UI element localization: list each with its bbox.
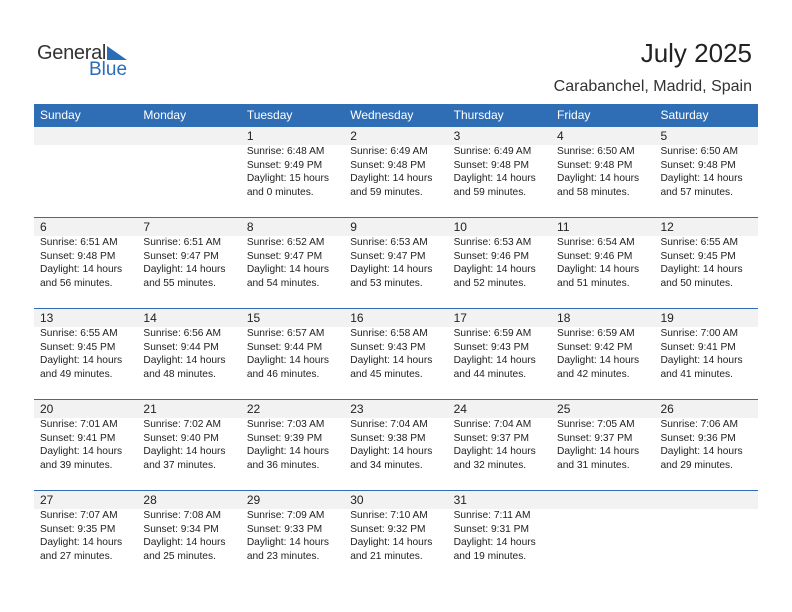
calendar-week xyxy=(34,308,758,399)
sunrise-time: Sunrise: 6:56 AM xyxy=(143,328,221,339)
day-cell xyxy=(137,218,240,308)
daylight-duration: and 59 minutes. xyxy=(350,186,423,198)
sunrise-time: Sunrise: 7:09 AM xyxy=(246,510,325,521)
day-cell xyxy=(448,127,551,217)
day-cell xyxy=(551,218,654,308)
sunset-time: Sunset: 9:34 PM xyxy=(143,523,219,535)
daylight-duration: Daylight: 14 hours xyxy=(40,355,123,367)
daylight-duration: and 23 minutes. xyxy=(246,550,320,562)
daylight-duration: and 32 minutes. xyxy=(453,459,527,471)
daylight-duration: Daylight: 14 hours xyxy=(350,264,433,276)
day-cell xyxy=(34,400,137,490)
day-cell xyxy=(551,400,654,490)
sunrise-time: Sunrise: 6:58 AM xyxy=(350,328,428,339)
daylight-duration: Daylight: 14 hours xyxy=(453,264,536,276)
daylight-duration: Daylight: 14 hours xyxy=(143,446,226,458)
day-cell xyxy=(654,309,757,399)
sunrise-time: Sunrise: 6:55 AM xyxy=(660,237,739,248)
sunrise-time: Sunrise: 6:49 AM xyxy=(453,146,532,157)
sunrise-time: Sunrise: 7:03 AM xyxy=(246,419,325,430)
sunset-time: Sunset: 9:41 PM xyxy=(40,432,116,444)
daylight-duration: Daylight: 14 hours xyxy=(40,446,123,458)
sunset-time: Sunset: 9:40 PM xyxy=(143,432,219,444)
daylight-duration: and 25 minutes. xyxy=(143,550,216,562)
day-number: 13 xyxy=(40,311,54,325)
daylight-duration: Daylight: 14 hours xyxy=(40,264,123,276)
weekday-header-sunday: Sunday xyxy=(40,108,81,122)
daylight-duration: Daylight: 14 hours xyxy=(453,446,536,458)
empty-day-cell xyxy=(654,491,757,581)
daylight-duration: Daylight: 14 hours xyxy=(660,173,743,185)
daylight-duration: and 31 minutes. xyxy=(557,459,630,471)
daylight-duration: and 29 minutes. xyxy=(660,459,733,471)
sunrise-time: Sunrise: 7:02 AM xyxy=(143,419,221,430)
weekday-header-thursday: Thursday xyxy=(453,108,504,122)
sunset-time: Sunset: 9:47 PM xyxy=(246,250,323,262)
sunset-time: Sunset: 9:48 PM xyxy=(557,159,633,171)
page-title: July 2025 xyxy=(640,38,752,68)
sunrise-time: Sunrise: 7:05 AM xyxy=(557,419,635,430)
sunrise-time: Sunrise: 6:50 AM xyxy=(660,146,739,157)
daylight-duration: and 41 minutes. xyxy=(660,368,733,380)
sunset-time: Sunset: 9:37 PM xyxy=(453,432,529,444)
day-number: 17 xyxy=(453,311,467,325)
daylight-duration: Daylight: 14 hours xyxy=(350,537,433,549)
sunrise-time: Sunrise: 6:51 AM xyxy=(40,237,118,248)
sunset-time: Sunset: 9:43 PM xyxy=(350,341,426,353)
daylight-duration: and 46 minutes. xyxy=(246,368,320,380)
logo-text-blue: Blue xyxy=(89,59,128,80)
day-cell xyxy=(34,491,137,581)
daylight-duration: and 56 minutes. xyxy=(40,277,113,289)
sunrise-time: Sunrise: 6:51 AM xyxy=(143,237,221,248)
day-cell xyxy=(137,400,240,490)
day-number: 24 xyxy=(453,402,467,416)
daylight-duration: and 49 minutes. xyxy=(40,368,113,380)
daylight-duration: and 51 minutes. xyxy=(557,277,630,289)
sunset-time: Sunset: 9:46 PM xyxy=(453,250,529,262)
weekday-header-monday: Monday xyxy=(143,108,187,122)
daylight-duration: and 44 minutes. xyxy=(453,368,527,380)
day-cell xyxy=(344,309,447,399)
sunrise-time: Sunrise: 6:50 AM xyxy=(557,146,635,157)
daylight-duration: and 37 minutes. xyxy=(143,459,216,471)
day-cell xyxy=(654,400,757,490)
daylight-duration: and 0 minutes. xyxy=(246,186,314,198)
sunrise-time: Sunrise: 6:52 AM xyxy=(246,237,325,248)
empty-day-cell xyxy=(34,127,137,217)
day-cell xyxy=(241,491,344,581)
sunset-time: Sunset: 9:33 PM xyxy=(246,523,323,535)
sunset-time: Sunset: 9:45 PM xyxy=(660,250,736,262)
day-cell xyxy=(137,491,240,581)
calendar-week xyxy=(34,399,758,490)
sunset-time: Sunset: 9:47 PM xyxy=(143,250,219,262)
daylight-duration: and 52 minutes. xyxy=(453,277,527,289)
sunrise-time: Sunrise: 6:48 AM xyxy=(246,146,325,157)
logo-text-general: General xyxy=(37,42,107,64)
day-cell xyxy=(241,400,344,490)
sunrise-time: Sunrise: 6:55 AM xyxy=(40,328,118,339)
daylight-duration: Daylight: 14 hours xyxy=(453,173,536,185)
day-number: 6 xyxy=(40,220,47,234)
sunrise-time: Sunrise: 7:00 AM xyxy=(660,328,739,339)
sunset-time: Sunset: 9:48 PM xyxy=(350,159,426,171)
daylight-duration: Daylight: 14 hours xyxy=(453,537,536,549)
daylight-duration: and 57 minutes. xyxy=(660,186,733,198)
daylight-duration: Daylight: 14 hours xyxy=(143,355,226,367)
day-number: 30 xyxy=(350,493,364,507)
daylight-duration: and 27 minutes. xyxy=(40,550,113,562)
day-cell xyxy=(344,127,447,217)
sunset-time: Sunset: 9:41 PM xyxy=(660,341,736,353)
sunset-time: Sunset: 9:48 PM xyxy=(453,159,529,171)
day-number: 5 xyxy=(660,129,668,143)
daylight-duration: Daylight: 14 hours xyxy=(350,355,433,367)
sunrise-time: Sunrise: 7:06 AM xyxy=(660,419,739,430)
daylight-duration: and 42 minutes. xyxy=(557,368,630,380)
day-number: 23 xyxy=(350,402,364,416)
sunrise-time: Sunrise: 6:53 AM xyxy=(350,237,428,248)
sunrise-time: Sunrise: 6:59 AM xyxy=(453,328,532,339)
sunset-time: Sunset: 9:48 PM xyxy=(660,159,736,171)
day-number: 12 xyxy=(660,220,674,234)
sunset-time: Sunset: 9:37 PM xyxy=(557,432,633,444)
calendar-grid xyxy=(34,104,758,581)
sunrise-time: Sunrise: 7:04 AM xyxy=(350,419,428,430)
day-number: 29 xyxy=(246,493,261,507)
day-number: 15 xyxy=(246,311,261,325)
daylight-duration: Daylight: 14 hours xyxy=(143,264,226,276)
daylight-duration: and 36 minutes. xyxy=(246,459,320,471)
daylight-duration: and 54 minutes. xyxy=(246,277,320,289)
day-number: 2 xyxy=(350,129,357,143)
sunset-time: Sunset: 9:35 PM xyxy=(40,523,116,535)
day-cell xyxy=(448,400,551,490)
weekday-header-friday: Friday xyxy=(557,108,591,122)
day-cell xyxy=(344,491,447,581)
day-number: 18 xyxy=(557,311,571,325)
daylight-duration: and 55 minutes. xyxy=(143,277,216,289)
daylight-duration: Daylight: 14 hours xyxy=(557,173,640,185)
daylight-duration: Daylight: 14 hours xyxy=(246,537,329,549)
day-cell xyxy=(654,218,757,308)
day-cell xyxy=(551,127,654,217)
sunrise-time: Sunrise: 7:04 AM xyxy=(453,419,532,430)
sunrise-time: Sunrise: 7:01 AM xyxy=(40,419,118,430)
day-cell xyxy=(551,309,654,399)
sunset-time: Sunset: 9:31 PM xyxy=(453,523,529,535)
weekday-header-saturday: Saturday xyxy=(660,108,709,122)
weekday-header-wednesday: Wednesday xyxy=(350,108,414,122)
day-number: 14 xyxy=(143,311,157,325)
day-number: 4 xyxy=(557,129,564,143)
sunset-time: Sunset: 9:47 PM xyxy=(350,250,426,262)
day-cell xyxy=(137,309,240,399)
day-cell xyxy=(241,218,344,308)
sunset-time: Sunset: 9:48 PM xyxy=(40,250,116,262)
daylight-duration: and 19 minutes. xyxy=(453,550,527,562)
daylight-duration: Daylight: 14 hours xyxy=(660,264,743,276)
logo xyxy=(37,42,137,82)
sunset-time: Sunset: 9:44 PM xyxy=(246,341,323,353)
location-subtitle: Carabanchel, Madrid, Spain xyxy=(553,78,752,95)
sunset-time: Sunset: 9:36 PM xyxy=(660,432,736,444)
sunset-time: Sunset: 9:32 PM xyxy=(350,523,426,535)
day-number: 28 xyxy=(143,493,157,507)
day-number: 1 xyxy=(246,129,254,143)
empty-day-cell xyxy=(137,127,240,217)
sunrise-time: Sunrise: 7:11 AM xyxy=(453,510,531,521)
day-cell xyxy=(241,127,344,217)
weekday-header-tuesday: Tuesday xyxy=(246,108,293,122)
sunrise-time: Sunrise: 7:07 AM xyxy=(40,510,118,521)
day-number: 11 xyxy=(557,220,570,234)
sunrise-time: Sunrise: 6:54 AM xyxy=(557,237,635,248)
daylight-duration: Daylight: 14 hours xyxy=(143,537,226,549)
day-number: 31 xyxy=(453,493,467,507)
daylight-duration: and 34 minutes. xyxy=(350,459,423,471)
sunrise-time: Sunrise: 6:49 AM xyxy=(350,146,428,157)
daylight-duration: Daylight: 14 hours xyxy=(557,264,640,276)
calendar-week xyxy=(34,490,758,581)
day-number: 21 xyxy=(143,402,157,416)
sunset-time: Sunset: 9:43 PM xyxy=(453,341,529,353)
daylight-duration: and 45 minutes. xyxy=(350,368,423,380)
day-cell xyxy=(448,309,551,399)
daylight-duration: Daylight: 14 hours xyxy=(40,537,123,549)
day-number: 8 xyxy=(246,220,254,234)
day-number: 16 xyxy=(350,311,364,325)
daylight-duration: and 39 minutes. xyxy=(40,459,113,471)
daylight-duration: Daylight: 14 hours xyxy=(660,446,743,458)
day-cell xyxy=(344,400,447,490)
daylight-duration: Daylight: 14 hours xyxy=(557,446,640,458)
sunrise-time: Sunrise: 6:53 AM xyxy=(453,237,532,248)
sunset-time: Sunset: 9:46 PM xyxy=(557,250,633,262)
sunset-time: Sunset: 9:49 PM xyxy=(246,159,323,171)
day-number: 3 xyxy=(453,129,461,143)
daylight-duration: Daylight: 14 hours xyxy=(453,355,536,367)
sunrise-time: Sunrise: 7:08 AM xyxy=(143,510,221,521)
day-cell xyxy=(448,491,551,581)
daylight-duration: Daylight: 14 hours xyxy=(246,264,329,276)
calendar-week xyxy=(34,126,758,217)
sunset-time: Sunset: 9:42 PM xyxy=(557,341,633,353)
sunset-time: Sunset: 9:44 PM xyxy=(143,341,219,353)
daylight-duration: and 21 minutes. xyxy=(350,550,423,562)
daylight-duration: and 58 minutes. xyxy=(557,186,630,198)
day-number: 19 xyxy=(660,311,674,325)
sunset-time: Sunset: 9:39 PM xyxy=(246,432,323,444)
daylight-duration: Daylight: 14 hours xyxy=(246,446,329,458)
day-number: 27 xyxy=(40,493,54,507)
sunrise-time: Sunrise: 7:10 AM xyxy=(350,510,428,521)
day-number: 10 xyxy=(453,220,467,234)
weekday-header xyxy=(34,104,758,126)
daylight-duration: and 48 minutes. xyxy=(143,368,216,380)
day-cell xyxy=(241,309,344,399)
day-number: 26 xyxy=(660,402,674,416)
empty-day-cell xyxy=(551,491,654,581)
day-number: 9 xyxy=(350,220,357,234)
daylight-duration: Daylight: 14 hours xyxy=(350,173,433,185)
daylight-duration: Daylight: 15 hours xyxy=(246,173,329,185)
daylight-duration: Daylight: 14 hours xyxy=(660,355,743,367)
daylight-duration: Daylight: 14 hours xyxy=(246,355,329,367)
day-number: 25 xyxy=(557,402,571,416)
sunset-time: Sunset: 9:38 PM xyxy=(350,432,426,444)
day-cell xyxy=(34,309,137,399)
sunrise-time: Sunrise: 6:59 AM xyxy=(557,328,635,339)
daylight-duration: Daylight: 14 hours xyxy=(350,446,433,458)
sunset-time: Sunset: 9:45 PM xyxy=(40,341,116,353)
daylight-duration: and 53 minutes. xyxy=(350,277,423,289)
calendar-week xyxy=(34,217,758,308)
day-cell xyxy=(344,218,447,308)
day-number: 20 xyxy=(40,402,54,416)
day-cell xyxy=(34,218,137,308)
sunrise-time: Sunrise: 6:57 AM xyxy=(246,328,325,339)
day-number: 22 xyxy=(246,402,261,416)
daylight-duration: and 59 minutes. xyxy=(453,186,527,198)
day-cell xyxy=(654,127,757,217)
daylight-duration: and 50 minutes. xyxy=(660,277,733,289)
calendar-weeks xyxy=(34,126,758,581)
day-cell xyxy=(448,218,551,308)
daylight-duration: Daylight: 14 hours xyxy=(557,355,640,367)
day-number: 7 xyxy=(143,220,151,234)
